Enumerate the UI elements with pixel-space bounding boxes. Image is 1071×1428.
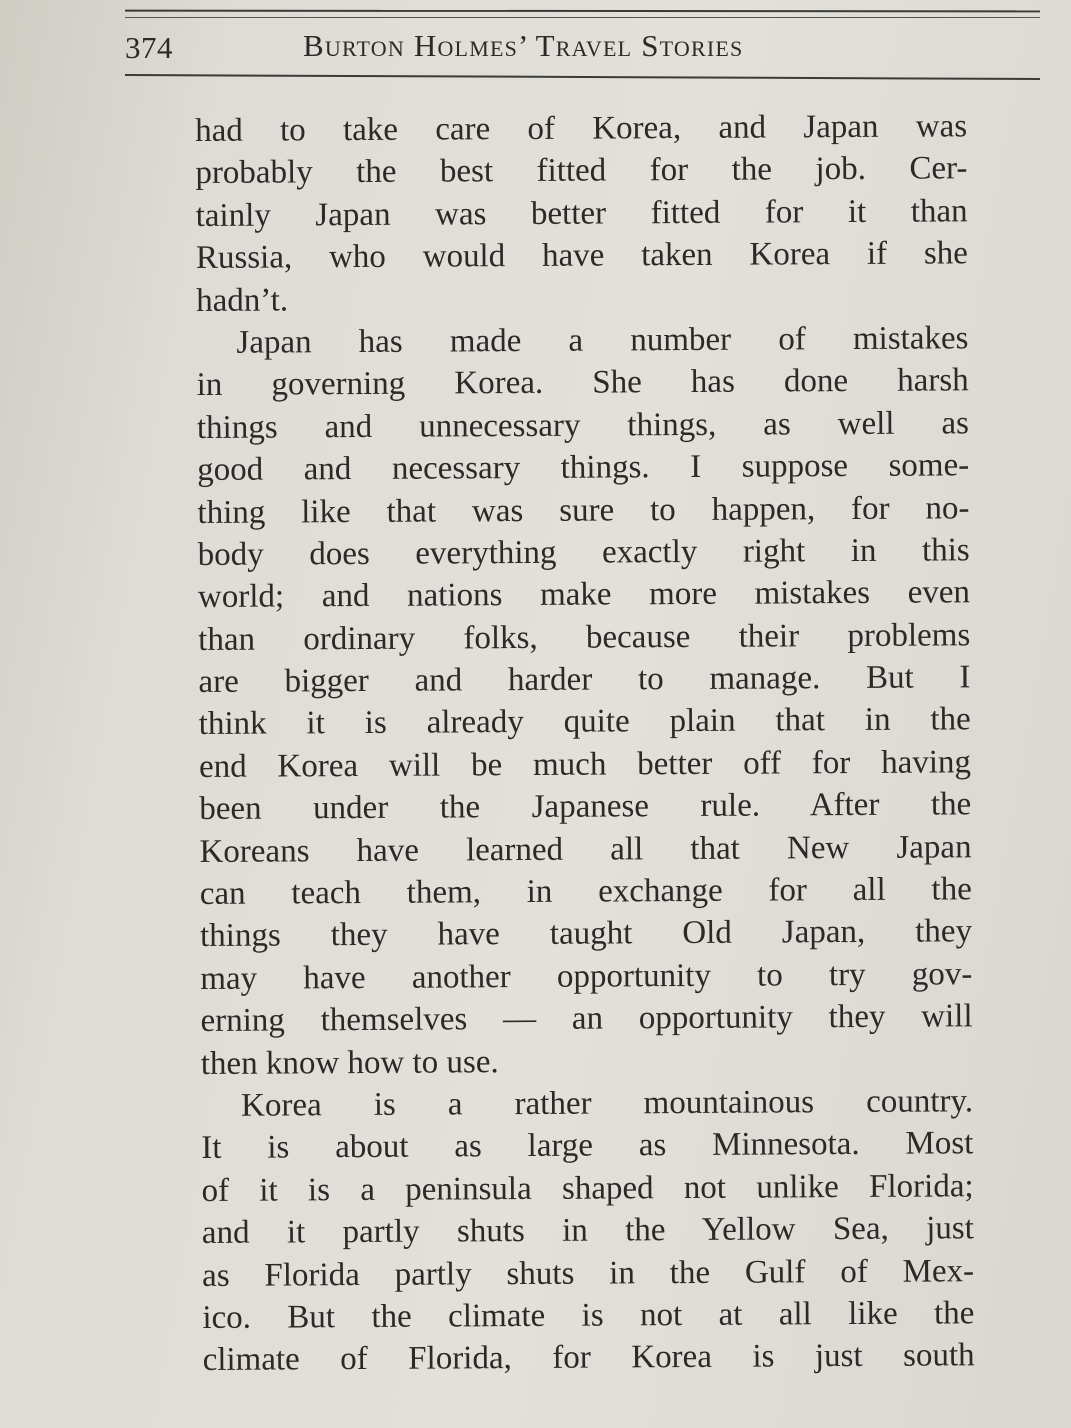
text-line: are bigger and harder to manage. But I [198,659,971,701]
text-line: in governing Korea. She has done harsh [196,362,969,404]
paragraph-start: Japan has made a number of mistakes [236,320,969,361]
text-line: Russia, who would have taken Korea if she [195,235,969,277]
text-line: think it is already quite plain that in the [198,701,971,743]
header-rule-top-thin [125,17,1040,18]
paragraph-start: Korea is a rather mountainous country. [240,1083,974,1124]
text-line: and it partly shuts in the Yellow Sea, just [201,1210,974,1252]
text-line: than ordinary folks, because their problems [198,616,971,658]
running-title: Burton Holmes’ Travel Stories [303,28,744,63]
page-number: 374 [125,30,173,65]
text-line: had to take care of Korea, and Japan was [195,108,968,149]
body-text [195,105,975,1381]
text-line: of it is a peninsula shaped not unlike Florida; [201,1168,974,1209]
text-line: as Florida partly shuts in the Gulf of Mex- [202,1252,975,1294]
text-line: climate of Florida, for Korea is just south [202,1337,975,1379]
text-line: then know how to use. [200,1043,499,1082]
text-line: ico. But the climate is not at all like the [202,1295,975,1336]
header-rule-top [125,10,1040,13]
text-line: tainly Japan was better fitted for it than [195,193,968,234]
text-line: probably the best fitted for the job. Cer- [195,150,968,192]
text-line: been under the Japanese rule. After the [199,786,972,828]
text-line: end Korea will be much better off for having [198,744,972,785]
text-line: It is about as large as Minnesota. Most [201,1125,974,1167]
text-line: erning themselves — an opportunity they will [200,998,973,1040]
text-line: can teach them, in exchange for all the [199,871,972,913]
text-line: Koreans have learned all that New Japan [199,828,972,870]
text-line: thing like that was sure to happen, for no- [197,489,970,531]
text-line: things and unnecessary things, as well as [196,405,970,446]
text-line: body does everything exactly right in this [197,532,970,573]
header-rule-bottom [125,74,1040,80]
text-line: hadn’t. [196,281,289,319]
text-line: world; and nations make more mistakes even [197,574,971,616]
text-line: good and necessary things. I suppose some- [197,447,970,489]
text-line: things they have taught Old Japan, they [199,913,973,955]
running-header [125,26,1040,70]
text-line: may have another opportunity to try gov- [200,956,973,997]
